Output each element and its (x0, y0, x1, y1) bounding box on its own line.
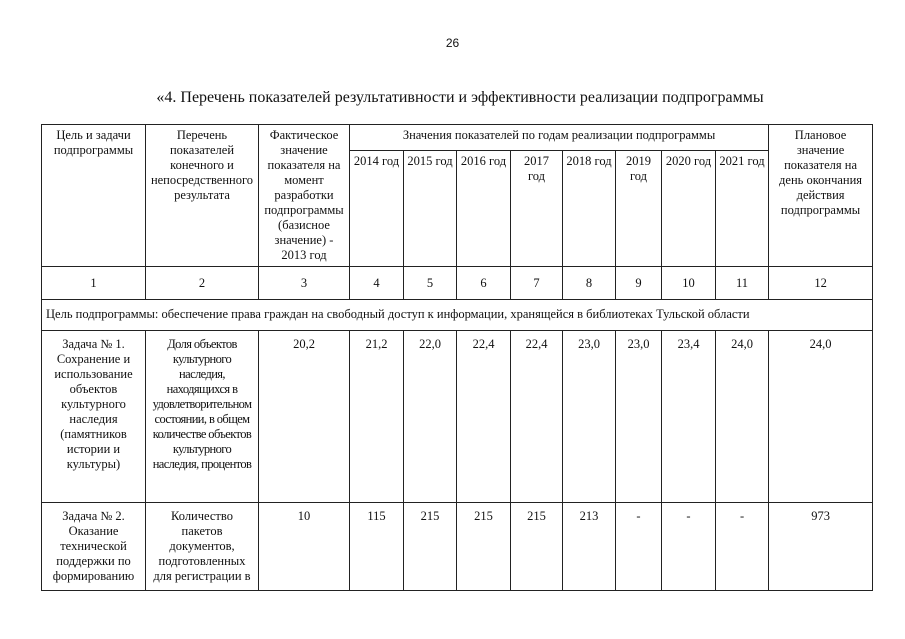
header-planned-value: Плановое значение показателя на день окончания действия подпрограммы (769, 125, 873, 267)
column-number: 11 (716, 267, 769, 300)
year-value-cell: 22,4 (511, 331, 563, 503)
year-value-cell: - (716, 503, 769, 591)
year-value-cell: 215 (511, 503, 563, 591)
task-cell: Задача № 2. Оказание технической поддержки по формированию (42, 503, 146, 591)
column-number: 2 (146, 267, 259, 300)
header-year: 2018 год (563, 150, 616, 266)
year-value-cell: 213 (563, 503, 616, 591)
page-title: «4. Перечень показателей результативности и эффективности реализации подпрограммы (156, 89, 764, 106)
year-value-cell: 23,0 (616, 331, 662, 503)
column-number: 4 (350, 267, 404, 300)
table-row (42, 503, 873, 591)
table-header-row (42, 125, 873, 151)
column-number: 9 (616, 267, 662, 300)
header-indicators: Перечень показателей конечного и непосредственного результата (146, 125, 259, 267)
planned-value-cell: 973 (769, 503, 873, 591)
page-number: 26 (445, 36, 460, 50)
goal-text: Цель подпрограммы: обеспечение права граждан на свободный доступ к информации, хранящейся в библиотеках Тульской области (42, 300, 873, 331)
header-year: 2014 год (350, 150, 404, 266)
column-number: 8 (563, 267, 616, 300)
header-goals: Цель и задачи подпрограммы (42, 125, 146, 267)
column-numbers-row (42, 267, 873, 300)
header-years-group: Значения показателей по годам реализации подпрограммы (350, 125, 769, 151)
header-year: 2016 год (457, 150, 511, 266)
column-number: 1 (42, 267, 146, 300)
task-cell: Задача № 1. Сохранение и использование объектов культурного наследия (памятников истории и культуры) (42, 331, 146, 503)
header-year: 2015 год (404, 150, 457, 266)
column-number: 6 (457, 267, 511, 300)
year-value-cell: 115 (350, 503, 404, 591)
year-value-cell: - (616, 503, 662, 591)
header-year: 2019 год (616, 150, 662, 266)
table-row (42, 331, 873, 503)
indicator-cell: Количество пакетов документов, подготовленных для регистрации в (146, 503, 259, 591)
header-year: 2017 год (511, 150, 563, 266)
header-year: 2021 год (716, 150, 769, 266)
header-actual-value: Фактическое значение показателя на момент разработки подпрограммы (базисное значение) - 2013 год (259, 125, 350, 267)
actual-value-cell: 10 (259, 503, 350, 591)
year-value-cell: 22,0 (404, 331, 457, 503)
year-value-cell: 215 (404, 503, 457, 591)
header-year: 2020 год (662, 150, 716, 266)
planned-value-cell: 24,0 (769, 331, 873, 503)
column-number: 7 (511, 267, 563, 300)
year-value-cell: 215 (457, 503, 511, 591)
year-value-cell: 22,4 (457, 331, 511, 503)
column-number: 10 (662, 267, 716, 300)
actual-value-cell: 20,2 (259, 331, 350, 503)
year-value-cell: 23,0 (563, 331, 616, 503)
column-number: 3 (259, 267, 350, 300)
year-value-cell: 21,2 (350, 331, 404, 503)
year-value-cell: 24,0 (716, 331, 769, 503)
indicators-table (41, 124, 873, 591)
column-number: 12 (769, 267, 873, 300)
indicator-cell: Доля объектов культурного наследия, находящихся в удовлетворительном состоянии, в общем количестве объектов культурного наследия, процентов (146, 331, 259, 503)
year-value-cell: - (662, 503, 716, 591)
goal-row (42, 300, 873, 331)
year-value-cell: 23,4 (662, 331, 716, 503)
column-number: 5 (404, 267, 457, 300)
